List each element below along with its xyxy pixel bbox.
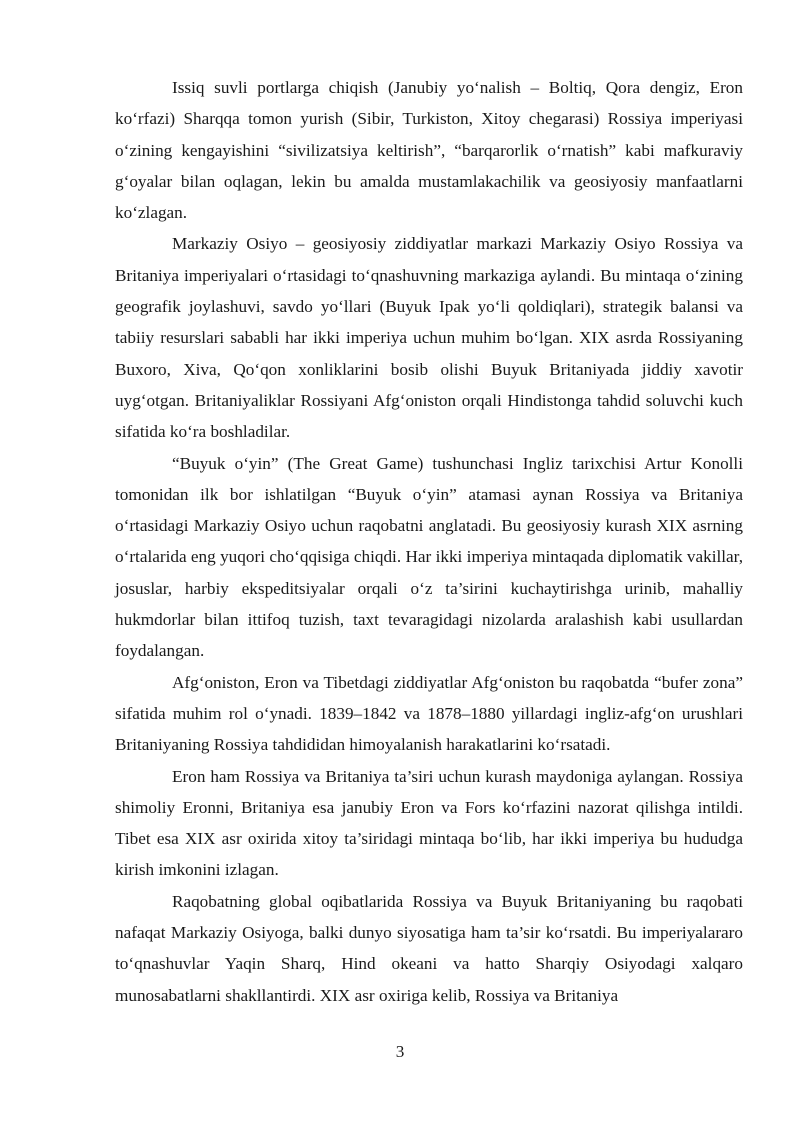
paragraph-afghanistan: Afg‘oniston, Eron va Tibetdagi ziddiyatlar Afg‘oniston bu raqobatda “bufer zona” sifatida muhim rol o‘ynadi. 1839–1842 va 1878–1880 yillardagi ingliz-afg‘on urushlari Britaniyaning Rossiya tahdididan himoyalanish harakatlarini ko‘rsatadi. — [115, 672, 743, 755]
paragraph-great-game: “Buyuk o‘yin” (The Great Game) tushunchasi Ingliz tarixchisi Artur Konolli tomonidan ilk bor ishlatilgan “Buyuk o‘yin” atamasi aynan Rossiya va Britaniya o‘rtasidagi Markaziy Osiyo uchun raqobatni anglatadi. Bu geosiyosiy kurash XIX asrning o‘rtalarida eng yuqori cho‘qqisiga chiqdi. Har ikki imperiya mintaqada diplomatik vakillar, josuslar, harbiy ekspeditsiyalar orqali o‘z ta’sirini kuchaytirishga urinib, mahalliy hukmdorlar bilan ittifoq tuzish, taxt tevaragidagi nizolarda aralashish kabi usullardan foydalangan. — [115, 453, 743, 661]
paragraph-central-asia: Markaziy Osiyo – geosiyosiy ziddiyatlar markazi Markaziy Osiyo Rossiya va Britaniya imperiyalari o‘rtasidagi to‘qnashuvning markaziga aylandi. Bu mintaqa o‘zining geografik joylashuvi, savdo yo‘llari (Buyuk Ipak yo‘li qoldiqlari), strategik balansi va tabiiy resurslari sababli har ikki imperiya uchun muhim bo‘lgan. XIX asrda Rossiyaning Buxoro, Xiva, Qo‘qon xonliklarini bosib olishi Buyuk Britaniyada jiddiy xavotir uyg‘otgan. Britaniyaliklar Rossiyani Afg‘oniston orqali Hindistonga tahdid soluvchi kuch sifatida ko‘ra boshladilar. — [115, 234, 743, 442]
paragraph-global-consequences: Raqobatning global oqibatlarida Rossiya va Buyuk Britaniyaning bu raqobati nafaqat Markaziy Osiyoga, balki dunyo siyosatiga ham ta’sir ko‘rsatdi. Bu imperiyalararo to‘qnashuvlar Yaqin Sharq, Hind okeani va hatto Sharqiy Osiyodagi xalqaro munosabatlarni shakllantirdi. XIX asr oxiriga kelib, Rossiya va Britaniya — [115, 891, 743, 1005]
paragraph-iran-tibet: Eron ham Rossiya va Britaniya ta’siri uchun kurash maydoniga aylangan. Rossiya shimoliy Eronni, Britaniya esa janubiy Eron va Fors ko‘rfazini nazorat qilishga intildi. Tibet esa XIX asr oxirida xitoy ta’siridagi mintaqa bo‘lib, har ikki imperiya bu hududga kirish imkonini izlagan. — [115, 766, 743, 880]
paragraph-warm-ports: Issiq suvli portlarga chiqish (Janubiy yo‘nalish – Boltiq, Qora dengiz, Eron ko‘rfazi) Sharqqa tomon yurish (Sibir, Turkiston, Xitoy chegarasi) Rossiya imperiyasi o‘zining kengayishini “sivilizatsiya keltirish”, “barqarorlik o‘rnatish” kabi mafkuraviy g‘oyalar bilan oqlagan, lekin bu amalda mustamlakachilik va geosiyosiy manfaatlarni ko‘zlagan. — [115, 78, 743, 223]
page-number: 3 — [395, 1042, 405, 1061]
body-text — [115, 72, 743, 1011]
